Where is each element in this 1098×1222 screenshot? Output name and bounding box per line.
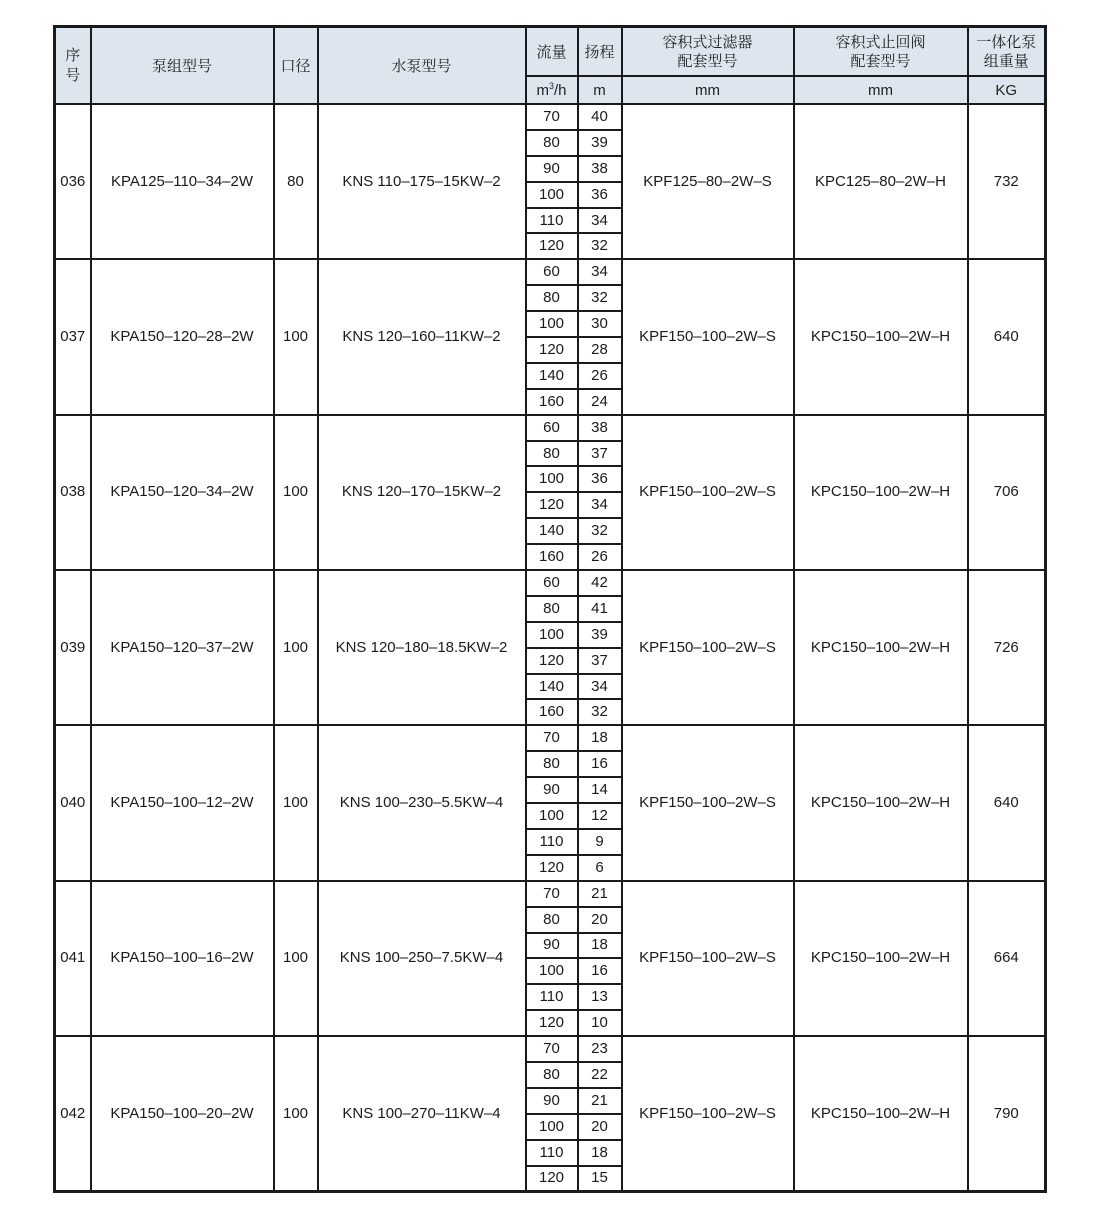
cell-head: 23	[578, 1036, 622, 1062]
cell-flow: 80	[526, 751, 578, 777]
cell-pump-model: KNS 100–270–11KW–4	[318, 1036, 526, 1192]
header-valve-line2: 配套型号	[850, 52, 911, 70]
cell-head: 20	[578, 1114, 622, 1140]
header-weight-line2: 组重量	[983, 52, 1029, 70]
cell-flow: 120	[526, 1166, 578, 1192]
cell-pump-model: KNS 120–170–15KW–2	[318, 415, 526, 570]
cell-weight: 640	[968, 725, 1046, 880]
header-head: 扬程	[578, 27, 622, 77]
cell-head: 34	[578, 492, 622, 518]
cell-diameter: 80	[274, 104, 318, 259]
cell-flow: 70	[526, 104, 578, 130]
cell-head: 34	[578, 259, 622, 285]
cell-flow: 100	[526, 1114, 578, 1140]
cell-weight: 706	[968, 415, 1046, 570]
cell-diameter: 100	[274, 725, 318, 880]
header-filter-line1: 容积式过滤器	[662, 33, 753, 51]
cell-flow: 80	[526, 1062, 578, 1088]
cell-flow: 120	[526, 233, 578, 259]
cell-pump-model: KNS 100–230–5.5KW–4	[318, 725, 526, 880]
cell-filter-model: KPF150–100–2W–S	[622, 259, 794, 414]
cell-valve-model: KPC150–100–2W–H	[794, 881, 968, 1036]
cell-diameter: 100	[274, 1036, 318, 1192]
cell-head: 15	[578, 1166, 622, 1192]
cell-seq: 036	[55, 104, 91, 259]
cell-seq: 041	[55, 881, 91, 1036]
cell-head: 14	[578, 777, 622, 803]
cell-valve-model: KPC150–100–2W–H	[794, 725, 968, 880]
table-header	[55, 27, 1046, 105]
cell-seq: 037	[55, 259, 91, 414]
cell-flow: 160	[526, 699, 578, 725]
header-filter-line2: 配套型号	[677, 52, 738, 70]
cell-head: 38	[578, 415, 622, 441]
table-row	[55, 881, 1046, 907]
cell-weight: 726	[968, 570, 1046, 725]
cell-flow: 100	[526, 803, 578, 829]
cell-head: 34	[578, 208, 622, 234]
table-row	[55, 104, 1046, 130]
cell-valve-model: KPC150–100–2W–H	[794, 570, 968, 725]
cell-head: 34	[578, 674, 622, 700]
cell-seq: 039	[55, 570, 91, 725]
cell-flow: 120	[526, 492, 578, 518]
cell-head: 26	[578, 363, 622, 389]
cell-unit-model: KPA150–100–16–2W	[91, 881, 274, 1036]
cell-flow: 70	[526, 725, 578, 751]
cell-flow: 110	[526, 1140, 578, 1166]
cell-flow: 80	[526, 130, 578, 156]
cell-head: 21	[578, 881, 622, 907]
cell-weight: 732	[968, 104, 1046, 259]
cell-diameter: 100	[274, 570, 318, 725]
unit-valve: mm	[794, 76, 968, 104]
cell-head: 28	[578, 337, 622, 363]
cell-head: 10	[578, 1010, 622, 1036]
cell-flow: 110	[526, 208, 578, 234]
cell-head: 21	[578, 1088, 622, 1114]
cell-head: 16	[578, 751, 622, 777]
cell-weight: 790	[968, 1036, 1046, 1192]
cell-diameter: 100	[274, 881, 318, 1036]
cell-head: 37	[578, 441, 622, 467]
unit-filter: mm	[622, 76, 794, 104]
cell-head: 12	[578, 803, 622, 829]
unit-flow-sup: 3	[548, 80, 554, 91]
cell-filter-model: KPF150–100–2W–S	[622, 881, 794, 1036]
cell-head: 18	[578, 933, 622, 959]
cell-head: 20	[578, 907, 622, 933]
cell-pump-model: KNS 100–250–7.5KW–4	[318, 881, 526, 1036]
cell-flow: 120	[526, 1010, 578, 1036]
cell-head: 13	[578, 984, 622, 1010]
table-row	[55, 1036, 1046, 1062]
cell-filter-model: KPF150–100–2W–S	[622, 1036, 794, 1192]
cell-flow: 80	[526, 285, 578, 311]
cell-flow: 140	[526, 363, 578, 389]
cell-flow: 100	[526, 622, 578, 648]
cell-head: 38	[578, 156, 622, 182]
cell-flow: 90	[526, 933, 578, 959]
cell-head: 37	[578, 648, 622, 674]
cell-head: 32	[578, 233, 622, 259]
cell-flow: 100	[526, 311, 578, 337]
cell-head: 6	[578, 855, 622, 881]
cell-flow: 80	[526, 596, 578, 622]
header-seq-label: 序号	[65, 46, 81, 84]
cell-flow: 120	[526, 337, 578, 363]
cell-flow: 100	[526, 182, 578, 208]
cell-flow: 90	[526, 156, 578, 182]
cell-head: 36	[578, 466, 622, 492]
cell-diameter: 100	[274, 415, 318, 570]
cell-flow: 120	[526, 648, 578, 674]
unit-head: m	[578, 76, 622, 104]
cell-flow: 140	[526, 674, 578, 700]
table-row	[55, 570, 1046, 596]
cell-flow: 90	[526, 777, 578, 803]
cell-head: 26	[578, 544, 622, 570]
cell-flow: 160	[526, 389, 578, 415]
cell-seq: 040	[55, 725, 91, 880]
cell-head: 36	[578, 182, 622, 208]
cell-unit-model: KPA150–120–28–2W	[91, 259, 274, 414]
cell-seq: 038	[55, 415, 91, 570]
cell-unit-model: KPA150–120–37–2W	[91, 570, 274, 725]
cell-flow: 70	[526, 1036, 578, 1062]
table-row	[55, 259, 1046, 285]
unit-weight: KG	[968, 76, 1046, 104]
cell-head: 40	[578, 104, 622, 130]
cell-pump-model: KNS 120–180–18.5KW–2	[318, 570, 526, 725]
unit-flow-base: m	[536, 81, 549, 99]
cell-filter-model: KPF125–80–2W–S	[622, 104, 794, 259]
cell-flow: 120	[526, 855, 578, 881]
cell-unit-model: KPA150–120–34–2W	[91, 415, 274, 570]
cell-flow: 160	[526, 544, 578, 570]
cell-head: 18	[578, 725, 622, 751]
cell-head: 41	[578, 596, 622, 622]
cell-flow: 100	[526, 958, 578, 984]
header-valve-line1: 容积式止回阀	[835, 33, 926, 51]
header-flow: 流量	[526, 27, 578, 77]
cell-head: 16	[578, 958, 622, 984]
cell-head: 24	[578, 389, 622, 415]
cell-head: 9	[578, 829, 622, 855]
table-row	[55, 725, 1046, 751]
cell-weight: 640	[968, 259, 1046, 414]
cell-flow: 90	[526, 1088, 578, 1114]
cell-head: 39	[578, 622, 622, 648]
cell-valve-model: KPC150–100–2W–H	[794, 1036, 968, 1192]
unit-flow	[526, 76, 578, 104]
cell-weight: 664	[968, 881, 1046, 1036]
unit-flow-rest: /h	[554, 81, 567, 99]
cell-unit-model: KPA125–110–34–2W	[91, 104, 274, 259]
cell-filter-model: KPF150–100–2W–S	[622, 570, 794, 725]
cell-filter-model: KPF150–100–2W–S	[622, 415, 794, 570]
cell-head: 22	[578, 1062, 622, 1088]
cell-flow: 110	[526, 984, 578, 1010]
cell-head: 18	[578, 1140, 622, 1166]
cell-flow: 100	[526, 466, 578, 492]
cell-flow: 60	[526, 570, 578, 596]
cell-unit-model: KPA150–100–20–2W	[91, 1036, 274, 1192]
cell-flow: 80	[526, 441, 578, 467]
cell-pump-model: KNS 110–175–15KW–2	[318, 104, 526, 259]
header-weight	[968, 27, 1046, 77]
cell-unit-model: KPA150–100–12–2W	[91, 725, 274, 880]
cell-head: 42	[578, 570, 622, 596]
cell-pump-model: KNS 120–160–11KW–2	[318, 259, 526, 414]
cell-head: 32	[578, 518, 622, 544]
table-row	[55, 415, 1046, 441]
cell-valve-model: KPC150–100–2W–H	[794, 259, 968, 414]
header-weight-line1: 一体化泵	[976, 33, 1037, 51]
table-body	[55, 104, 1046, 1192]
cell-head: 32	[578, 285, 622, 311]
header-seq	[55, 27, 91, 105]
cell-seq: 042	[55, 1036, 91, 1192]
cell-valve-model: KPC125–80–2W–H	[794, 104, 968, 259]
cell-flow: 60	[526, 415, 578, 441]
cell-filter-model: KPF150–100–2W–S	[622, 725, 794, 880]
header-diameter: 口径	[274, 27, 318, 105]
header-pump-model: 水泵型号	[318, 27, 526, 105]
cell-head: 39	[578, 130, 622, 156]
cell-flow: 80	[526, 907, 578, 933]
cell-flow: 140	[526, 518, 578, 544]
cell-head: 32	[578, 699, 622, 725]
header-unit-model: 泵组型号	[91, 27, 274, 105]
cell-head: 30	[578, 311, 622, 337]
pump-spec-table	[53, 25, 1047, 1193]
cell-valve-model: KPC150–100–2W–H	[794, 415, 968, 570]
cell-flow: 70	[526, 881, 578, 907]
cell-diameter: 100	[274, 259, 318, 414]
header-valve-model	[794, 27, 968, 77]
cell-flow: 110	[526, 829, 578, 855]
cell-flow: 60	[526, 259, 578, 285]
header-filter-model	[622, 27, 794, 77]
